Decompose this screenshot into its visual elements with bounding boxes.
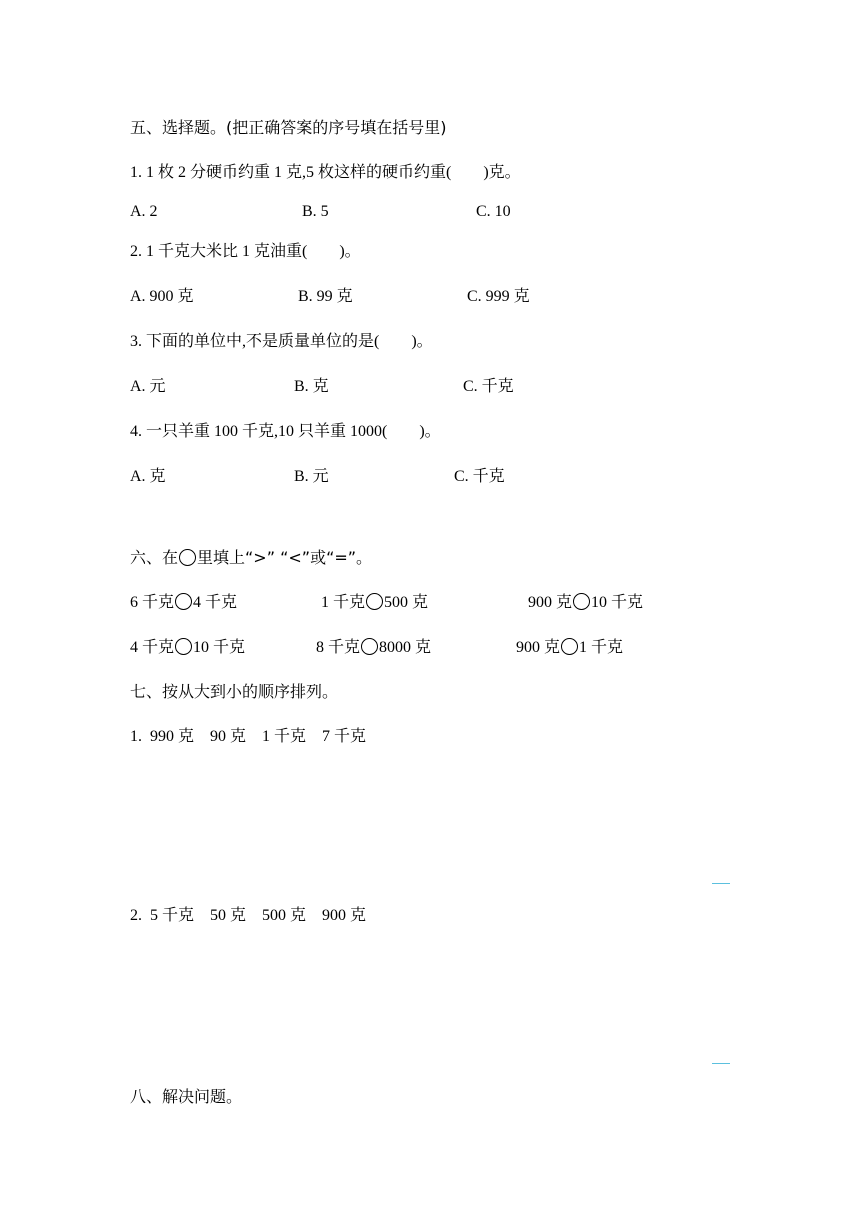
compare-item bbox=[130, 593, 237, 613]
question-2-option-c: C. 999 克 bbox=[467, 288, 530, 305]
question-1-option-b: B. 5 bbox=[302, 203, 329, 220]
question-4-options bbox=[130, 467, 730, 487]
question-3-option-c: C. 千克 bbox=[463, 378, 514, 395]
answer-circle[interactable] bbox=[366, 593, 383, 610]
question-2-text: 2. 1 千克大米比 1 克油重( )。 bbox=[130, 243, 361, 260]
compare-left: 4 千克 bbox=[130, 639, 175, 656]
answer-circle[interactable] bbox=[175, 638, 192, 655]
question-4-option-c: C. 千克 bbox=[454, 468, 505, 485]
question-3-option-b: B. 克 bbox=[294, 378, 329, 395]
question-3-text: 3. 下面的单位中,不是质量单位的是( )。 bbox=[130, 333, 433, 350]
question-1-option-c: C. 10 bbox=[476, 203, 511, 220]
compare-item bbox=[316, 638, 431, 658]
compare-right: 10 千克 bbox=[193, 639, 246, 656]
answer-line-mark bbox=[712, 883, 730, 884]
answer-circle[interactable] bbox=[573, 593, 590, 610]
question-1-options bbox=[130, 202, 730, 222]
section-6-title-after: 里填上“>” “<”或“=”。 bbox=[197, 548, 373, 567]
compare-right: 500 克 bbox=[384, 594, 429, 611]
question-2-options bbox=[130, 287, 730, 307]
circle-icon bbox=[179, 549, 196, 566]
answer-circle[interactable] bbox=[561, 638, 578, 655]
compare-item bbox=[321, 593, 428, 613]
compare-left: 1 千克 bbox=[321, 594, 366, 611]
answer-circle[interactable] bbox=[175, 593, 192, 610]
compare-item bbox=[528, 593, 643, 613]
compare-right: 10 千克 bbox=[591, 594, 644, 611]
compare-right: 4 千克 bbox=[193, 594, 238, 611]
question-3-option-a: A. 元 bbox=[130, 378, 166, 395]
answer-circle[interactable] bbox=[361, 638, 378, 655]
compare-row-1 bbox=[130, 593, 730, 613]
compare-right: 8000 克 bbox=[379, 639, 432, 656]
answer-line-mark bbox=[712, 1063, 730, 1064]
question-4-option-a: A. 克 bbox=[130, 468, 166, 485]
section-8-title: 八、解决问题。 bbox=[130, 1087, 243, 1106]
compare-item bbox=[516, 638, 623, 658]
compare-right: 1 千克 bbox=[579, 639, 624, 656]
compare-left: 900 克 bbox=[516, 639, 561, 656]
question-4-text: 4. 一只羊重 100 千克,10 只羊重 1000( )。 bbox=[130, 423, 441, 440]
question-3-options bbox=[130, 377, 730, 397]
section-7-title: 七、按从大到小的顺序排列。 bbox=[130, 682, 339, 701]
compare-left: 900 克 bbox=[528, 594, 573, 611]
compare-left: 8 千克 bbox=[316, 639, 361, 656]
compare-left: 6 千克 bbox=[130, 594, 175, 611]
compare-row-2 bbox=[130, 638, 730, 658]
question-4-option-b: B. 元 bbox=[294, 468, 329, 485]
section-6-title-before: 六、在 bbox=[130, 548, 179, 567]
order-item-2: 2. 5 千克 50 克 500 克 900 克 bbox=[130, 907, 367, 924]
question-2-option-b: B. 99 克 bbox=[298, 288, 353, 305]
section-5-title: 五、选择题。(把正确答案的序号填在括号里) bbox=[130, 118, 447, 137]
order-item-1: 1. 990 克 90 克 1 千克 7 千克 bbox=[130, 728, 367, 745]
question-1-text: 1. 1 枚 2 分硬币约重 1 克,5 枚这样的硬币约重( )克。 bbox=[130, 164, 521, 181]
section-6-title bbox=[130, 548, 372, 568]
question-1-option-a: A. 2 bbox=[130, 203, 158, 220]
question-2-option-a: A. 900 克 bbox=[130, 288, 194, 305]
compare-item bbox=[130, 638, 245, 658]
